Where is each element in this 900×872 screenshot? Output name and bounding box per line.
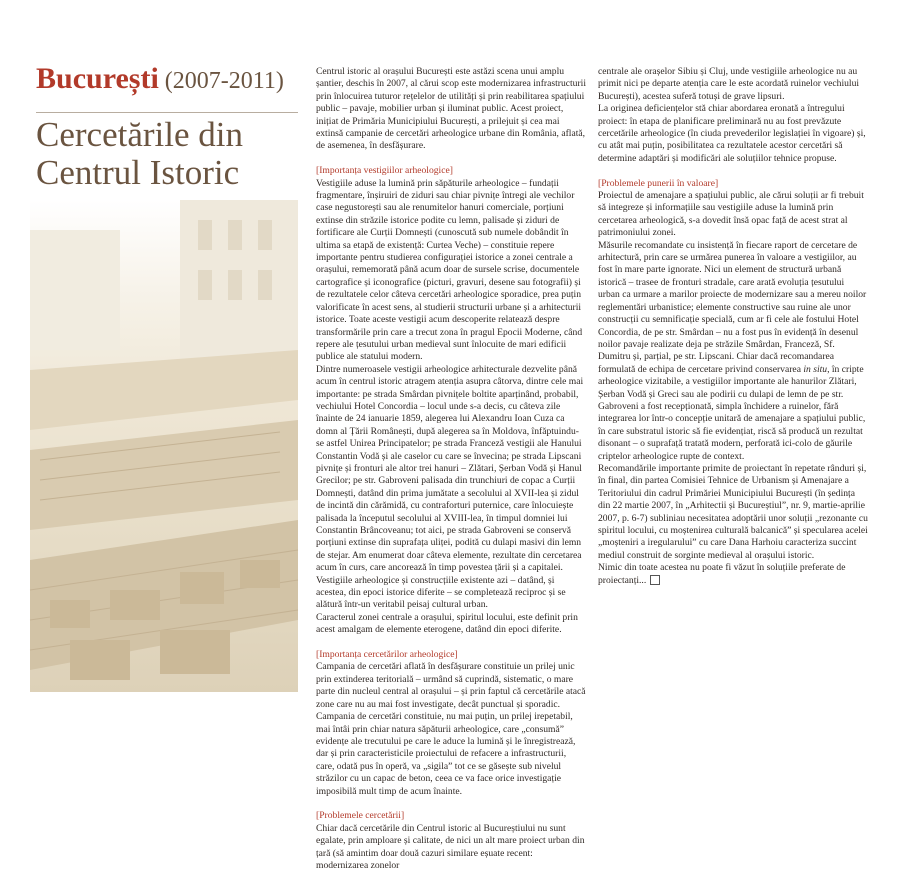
paragraph-text: Nimic din toate acestea nu poate fi văzut în soluțiile preferate de proiectanți...: [598, 562, 846, 586]
title-city: [36, 62, 284, 96]
paragraph: centrale ale orașelor Sibiu și Cluj, unde vestigiile arheologice nu au primit nici pe departe atenția care le este acordată ruinelor vechiului București), acestea suferă totuși de grave lipsuri.: [598, 66, 860, 102]
paragraph: Vestigiile aduse la lumină prin săpăturile arheologice – fundații fragmentare, înșiruiri de ziduri sau chiar pivnițe întregi ale vechilor case negustorești sau ale renumitelor hanuri comerciale, porțiuni extinse din străzile istorice podite cu lemn, palisade și ziduri de fortificare ale Curții Domnești (cunoscută sub numele dobândit în ultima sa etapă de existență: Curtea Veche) – constituie repere importante pentru studierea configurației istorice a zonei centrale a orașului, rememorată până acum doar de sursele scrise, documentele cartografice și iconografice (picturi, gravuri, desene sau fotografii) și de rezultatele celor câteva cercetări arheologice sporadice, prea puțin valorificate în acest sens, al studierii structurii urbane și a arhitecturii istorice. Toate aceste vestigii acum descoperite relatează despre transformările prin care a trecut zona în pragul Epocii Moderne, când repere ale țesutului urban medieval sunt înlocuite de mari edificii publice ale statului modern.: [316, 177, 583, 363]
end-checkbox-icon: [650, 575, 660, 585]
text-column-1: [316, 66, 587, 871]
page-title: Cercetările din Centrul Istoric: [36, 115, 243, 192]
italic-term: in situ: [803, 363, 828, 375]
section-heading: [Problemele cercetării]: [316, 810, 405, 822]
paragraph: Recomandările importante primite de proiectant în repetate rânduri și, în final, din partea Comisiei Tehnice de Urbanism și Amenajare a Teritoriului din cadrul Primăriei Municipiului București (în ședința din 22 martie 2007, în „Arhitectii și Bucureștiul”, nr. 9, martie-aprilie 2007, p. 6-7) subliniau necesitatea adoptării unor soluții „rezonante cu spiritul locului, cu moștenirea culturală balcanică” și specularea acelei „moșteniri a iregularului” cu care Dana Harhoiu caracteriza succint mediul construit de sorginte medieval al orașului istoric.: [598, 462, 868, 561]
paragraph-text: Măsurile recomandate cu insistență în fiecare raport de cercetare de arhitectură, prin care se urmărea punerea în valoare a vestigiilor, au fost în mare parte ignorate. Nici un element de structură urbană istorică – trasee de fronturi stradale, care arată evoluția țesutului urban ca urmare a marilor proiecte de modernizare sau a mereu noilor reglementări urbanistice; elemente constructive sau ruine ale unor construcții cu semnificație specială, cum ar fi cele ale fostului Hotel Concordia, de pe str. Smârdan – nu a fost pus în evidență în desenul noilor pavaje realizate deja pe străzile Smârdan, Franceză, Sf. Dumitru și, parțial, pe str. Lipscani. Chiar dacă recomandarea formulată de echipa de cercetare privind conservarea: [598, 239, 867, 375]
text-column-2: [598, 66, 868, 586]
section-heading: [Problemele punerii în valoare]: [598, 177, 719, 189]
paragraph: La originea deficiențelor stă chiar abordarea eronată a întregului proiect: în etapa de planificare preliminară nu au fost prevăzute cercetările arheologice (în ciuda prevederilor legislației în vigoare) și, cu atât mai puțin, posibilitatea ca rezultatele acestor cercetări să determine adaptări și modificări ale soluțiilor tehnice propuse.: [598, 103, 866, 164]
section-heading: [Importanța vestigiilor arheologice]: [316, 165, 453, 177]
paragraph: Dintre numeroasele vestigii arheologice arhitecturale dezvelite până acum în centrul istoric atragem atenția asupra câtorva, dintre cele mai importante: pe strada Smârdan pivnițele boltite aparținând, probabil, vechiului Hotel Concordia – locul unde s-a decis, cu câteva zile înainte de 24 ianuarie 1859, alegerea lui Alexandru Ioan Cuza ca domn al Țării Românești, după alegerea sa în Moldova, înfăptuindu-se astfel Unirea Principatelor; pe strada Franceză vestigii ale Hanului Constantin Vodă și ale caselor cu care se învecina; pe strada Lipscani pivnițe și fronturi ale altor trei hanuri – Zlătari, Șerban Vodă și Hanul Grecilor; pe str. Gabroveni palisada din trunchiuri de copac a Curții Domnești, datând din prima jumătate a secolului al XVII-lea și zidul de incintă din cărămidă, cu contraforturi puternice, care înlocuiește palisada la începutul secolului al XVIII-lea, în timpul domniei lui Constantin Brâncoveanu; tot aici, pe strada Gabroveni se conservă porțiuni extinse din suprafața uliței, podită cu dulapi masivi din lemn de stejar. Am enumerat doar câteva elemente, rezultate din cercetarea acum în curs, care ancorează în timp povestea țării și a capitalei. Vestigiile arheologice și construcțiile existente azi – datând, și acestea, din epoci istorice diferite – se completează reciproc și se alătură într-un veritabil peisaj cultural urban.: [316, 363, 584, 611]
intro-paragraph: Centrul istoric al orașului București este astăzi scena unui amplu șantier, deschis în 2007, al cărui scop este modernizarea infrastructurii prin înlocuirea tuturor rețelelor de utilități și prin reabilitarea spațiului public – pavaje, mobilier urban și iluminat public. Acest proiect, inițiat de Primăria Municipiului București, a prilejuit și cea mai extinsă campanie de cercetări arheologice urbane din România, aflată, de asemenea, în desfășurare.: [316, 66, 587, 152]
paragraph: Chiar dacă cercetările din Centrul istoric al Bucureștiului nu sunt egalate, prin amploare și calitate, de nici un alt mare proiect urban din țară (să amintim doar două cazuri similare eșuate recent: modernizarea zonelor: [316, 822, 585, 871]
archaeological-excavation-photo: [30, 200, 298, 692]
paragraph: [598, 562, 868, 587]
paragraph-text: , în cripte arheologice vizitabile, a vestigiilor importante ale hanurilor Zlătari, Șerban Vodă și Greci sau ale podirii cu dulapi de lemn de pe str. Gabroveni a fost recepționată, simpla închidere a ruinelor, fără integrarea lor într-o concepție unitară de amenajare a spațiului public, în care substratul istoric să fie evidențiat, riscă să producă un rezultat disonant – o suprafață tratată modern, perforată ici-colo de găurile criptelor arheologice rupte de context.: [598, 363, 866, 462]
section-heading: [Importanța cercetărilor arheologice]: [316, 649, 458, 661]
paragraph: Campania de cercetări aflată în desfășurare constituie un prilej unic prin extinderea teritorială – urmând să cuprindă, sistematic, o mare parte din nucleul central al orașului – și prin faptul că cercetările atacă zone care nu au mai fost investigate, decât punctual și sporadic. Campania de cercetări constituie, nu mai puțin, un prilej irepetabil, mai întâi prin chiar natura săpăturii arheologice, care „consumă” evidențe ale trecutului pe care le aduce la lumină și le înregistrează, dar și prin caracteristicile proiectului de refacere a infrastructurii, care, odată pus în operă, va „sigila” tot ce se găsește sub nivelul străzilor cu un capac de beton, ceea ce va face orice investigație imposibilă mult timp de acum înainte.: [316, 661, 586, 797]
paragraph: Caracterul zonei centrale a orașului, spiritul locului, este definit prin acest amalgam de elemente eterogene, datând din epoci diferite.: [316, 611, 578, 636]
paragraph: [598, 240, 868, 463]
title-divider: [36, 112, 298, 113]
paragraph: Proiectul de amenajare a spațiului public, ale cărui soluții ar fi trebuit să integreze și informațiile sau vestigiile aduse la lumină prin cercetarea arheologică, s-a dovedit însă opac față de acest strat al patrimoniului zonei.: [598, 190, 864, 239]
title-city-text: București: [36, 62, 159, 95]
title-years: (2007-2011): [164, 68, 284, 94]
excavation-photo-drawing: [30, 200, 298, 692]
